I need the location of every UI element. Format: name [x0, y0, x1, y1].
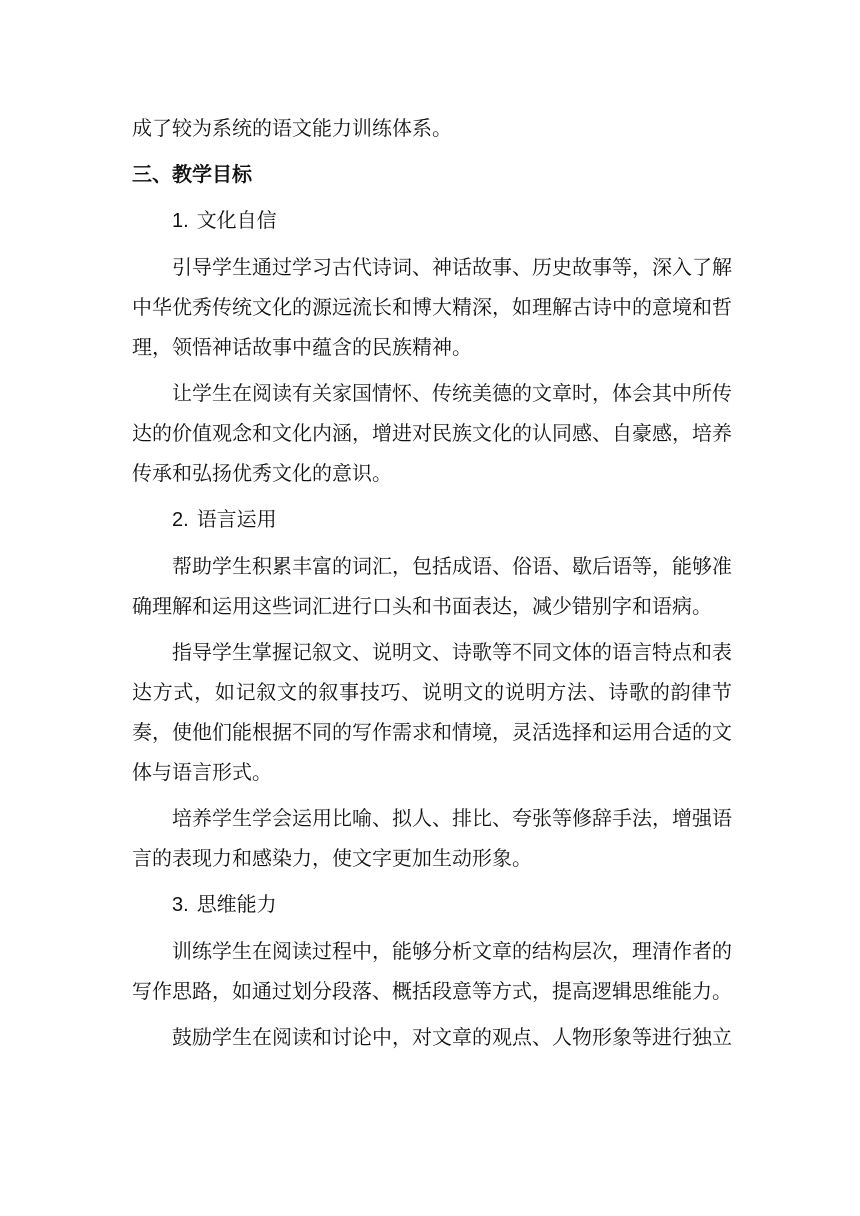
- paragraph: 指导学生掌握记叙文、说明文、诗歌等不同文体的语言特点和表达方式，如记叙文的叙事技巧、说明文的说明方法、诗歌的韵律节奏，使他们能根据不同的写作需求和情境，灵活选择和运用合适的文体与语言形式。: [132, 640, 732, 784]
- continuation-text: 成了较为系统的语文能力训练体系。: [132, 116, 452, 140]
- paragraph: 帮助学生积累丰富的词汇，包括成语、俗语、歇后语等，能够准确理解和运用这些词汇进行口头和书面表达，减少错别字和语病。: [132, 554, 732, 618]
- section-heading: 三、教学目标: [132, 162, 252, 186]
- subsection-title-text: 思维能力: [196, 892, 277, 916]
- subsection-number: 3.: [172, 894, 189, 916]
- document-body: [132, 108, 732, 1063]
- paragraph: 培养学生学会运用比喻、拟人、排比、夸张等修辞手法，增强语言的表现力和感染力，使文字更加生动形象。: [132, 806, 732, 870]
- subsection-title: [132, 884, 732, 925]
- paragraph: 训练学生在阅读过程中，能够分析文章的结构层次，理清作者的写作思路，如通过划分段落、概括段意等方式，提高逻辑思维能力。: [132, 939, 732, 1003]
- paragraph: 让学生在阅读有关家国情怀、传统美德的文章时，体会其中所传达的价值观念和文化内涵，增进对民族文化的认同感、自豪感，培养传承和弘扬优秀文化的意识。: [132, 381, 732, 485]
- subsection-number: 1.: [172, 210, 189, 232]
- subsection-title: [132, 200, 732, 241]
- paragraph: 引导学生通过学习古代诗词、神话故事、历史故事等，深入了解中华优秀传统文化的源远流长和博大精深，如理解古诗中的意境和哲理，领悟神话故事中蕴含的民族精神。: [132, 255, 732, 359]
- paragraph: 鼓励学生在阅读和讨论中，对文章的观点、人物形象等进行独立: [172, 1025, 732, 1049]
- subsection-title: [132, 499, 732, 540]
- subsection-number: 2.: [172, 509, 189, 531]
- subsection-title-text: 语言运用: [196, 507, 277, 531]
- subsection-title-text: 文化自信: [196, 208, 277, 232]
